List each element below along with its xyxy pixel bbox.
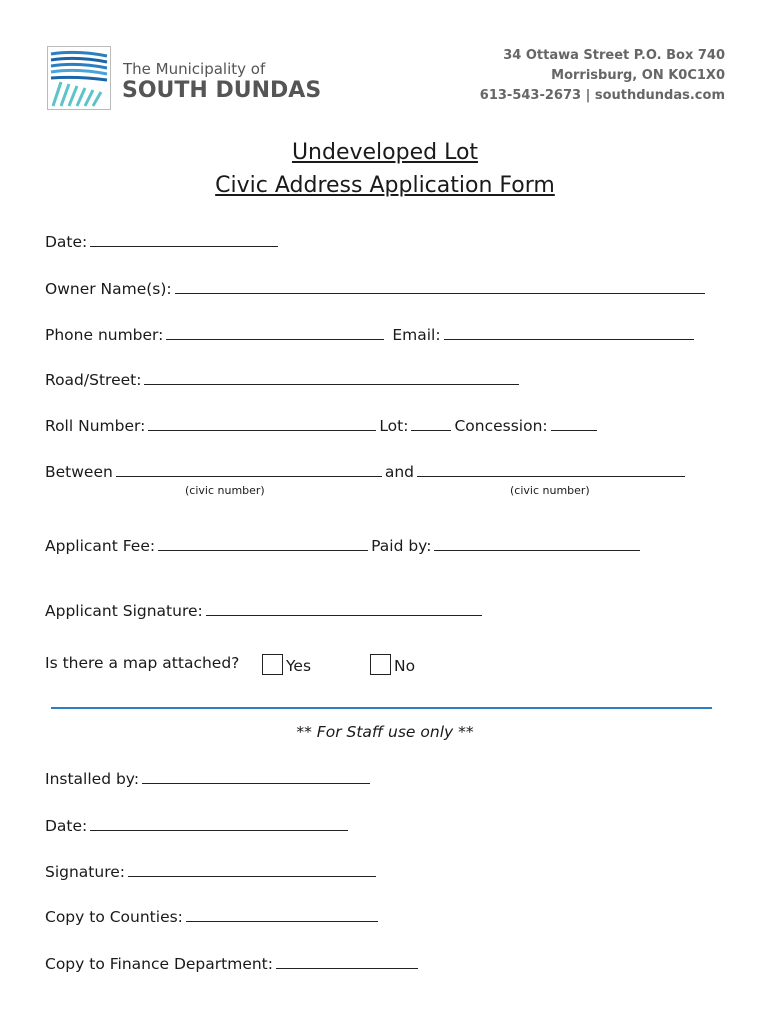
- counties-label: Copy to Counties:: [45, 908, 183, 926]
- between-field-1[interactable]: [116, 462, 382, 477]
- finance-field[interactable]: [276, 954, 418, 969]
- logo-line2: SOUTH DUNDAS: [122, 78, 322, 103]
- paid-field[interactable]: [434, 536, 640, 551]
- form-title-line1: Undeveloped Lot: [291, 140, 479, 165]
- owner-field[interactable]: [175, 279, 705, 294]
- email-field[interactable]: [444, 325, 694, 340]
- staff-heading: ** For Staff use only **: [296, 723, 474, 741]
- concession-field[interactable]: [551, 416, 597, 431]
- civic-number-hint-2: (civic number): [510, 484, 590, 497]
- address-line1: 34 Ottawa Street P.O. Box 740: [503, 48, 725, 63]
- signature-field[interactable]: [206, 601, 482, 616]
- between-label: Between: [45, 463, 113, 481]
- staff-date-field[interactable]: [90, 816, 348, 831]
- municipality-logo: [47, 46, 111, 110]
- roll-label: Roll Number:: [45, 417, 146, 435]
- concession-label: Concession:: [454, 417, 548, 435]
- date-field[interactable]: [90, 232, 278, 247]
- paid-label: Paid by:: [371, 537, 432, 555]
- counties-field[interactable]: [186, 907, 378, 922]
- phone-field[interactable]: [166, 325, 384, 340]
- signature-label: Applicant Signature:: [45, 602, 203, 620]
- phone-label: Phone number:: [45, 326, 164, 344]
- roll-field[interactable]: [148, 416, 376, 431]
- between-field-2[interactable]: [417, 462, 685, 477]
- owner-label: Owner Name(s):: [45, 280, 172, 298]
- staff-date-label: Date:: [45, 817, 88, 835]
- email-label: Email:: [392, 326, 441, 344]
- logo-line1: The Municipality of: [123, 60, 266, 78]
- address-line2: Morrisburg, ON K0C1X0: [551, 68, 725, 83]
- address-line3: 613-543-2673 | southdundas.com: [479, 88, 725, 103]
- installed-field[interactable]: [142, 769, 370, 784]
- no-checkbox[interactable]: [370, 654, 391, 675]
- fee-field[interactable]: [158, 536, 368, 551]
- staff-divider: [51, 707, 712, 709]
- staff-signature-field[interactable]: [128, 862, 376, 877]
- civic-number-hint-1: (civic number): [185, 484, 265, 497]
- map-attached-label: Is there a map attached?: [45, 654, 240, 672]
- yes-checkbox[interactable]: [262, 654, 283, 675]
- road-label: Road/Street:: [45, 371, 142, 389]
- road-field[interactable]: [144, 370, 519, 385]
- lot-field[interactable]: [411, 416, 451, 431]
- form-title-line2: Civic Address Application Form: [215, 173, 555, 198]
- lot-label: Lot:: [379, 417, 409, 435]
- staff-signature-label: Signature:: [45, 863, 125, 881]
- and-label: and: [384, 463, 414, 481]
- fee-label: Applicant Fee:: [45, 537, 156, 555]
- date-label: Date:: [45, 233, 88, 251]
- installed-label: Installed by:: [45, 770, 140, 788]
- finance-label: Copy to Finance Department:: [45, 955, 273, 973]
- address-block: [480, 46, 725, 106]
- no-label: No: [394, 657, 416, 675]
- yes-label: Yes: [286, 657, 312, 675]
